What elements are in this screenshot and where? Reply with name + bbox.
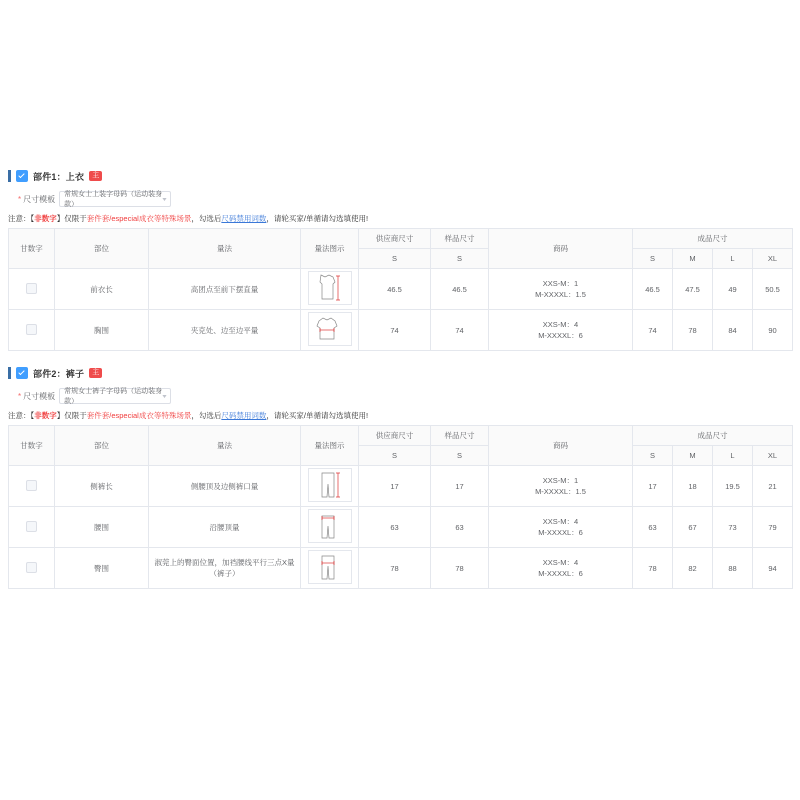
th-method: 量法	[149, 229, 301, 269]
code-line-1: XXS-M：4	[542, 320, 579, 329]
row-checkbox-cell[interactable]	[9, 269, 55, 310]
row-checkbox-cell[interactable]	[9, 310, 55, 351]
code-line-2: M-XXXXL：6	[538, 331, 583, 340]
cell-size-s[interactable]: 74	[633, 310, 673, 351]
section-title: 部件2：裤子	[33, 368, 85, 379]
code-line-2: M-XXXXL：6	[538, 528, 583, 537]
section-checkbox[interactable]	[16, 170, 28, 182]
th-sample-size: 样品尺寸	[431, 229, 489, 249]
row-checkbox[interactable]	[26, 480, 37, 491]
table-header-row	[9, 426, 793, 446]
code-line-1: XXS-M：1	[542, 476, 579, 485]
cell-supplier-size: 74	[359, 310, 431, 351]
cell-size-xl[interactable]: 21	[753, 466, 793, 507]
template-label: * 尺寸模板	[18, 391, 56, 401]
cell-code	[489, 466, 633, 507]
code-line-2: M-XXXXL：6	[538, 569, 583, 578]
notice-link[interactable]: 尺码禁用词数	[221, 214, 267, 223]
size-table-top	[8, 228, 793, 351]
size-template-select[interactable]	[59, 388, 171, 404]
th-supplier-sub: S	[359, 446, 431, 466]
status-badge: 主	[89, 368, 102, 378]
row-checkbox[interactable]	[26, 521, 37, 532]
notice-mid-2: ，勾选后	[191, 411, 222, 420]
cell-size-s[interactable]: 17	[633, 466, 673, 507]
notice-prefix: 注意：【	[8, 214, 35, 223]
section-title: 部件1：上衣	[33, 171, 85, 182]
cell-supplier-size: 78	[359, 548, 431, 589]
code-line-2: M-XXXXL：1.5	[535, 487, 586, 496]
code-line-1: XXS-M：4	[542, 517, 579, 526]
th-size-xl: XL	[753, 249, 793, 269]
cell-code	[489, 310, 633, 351]
cell-supplier-size: 63	[359, 507, 431, 548]
chest-width-icon	[308, 312, 352, 346]
section-header	[8, 168, 792, 184]
section-header	[8, 365, 792, 381]
code-line-1: XXS-M：1	[542, 279, 579, 288]
cell-size-l[interactable]: 49	[713, 269, 753, 310]
notice-mid-1: 】仅限于	[56, 214, 87, 223]
status-badge: 主	[89, 171, 102, 181]
hip-icon	[308, 550, 352, 584]
template-label-text: 尺寸模板	[23, 194, 56, 204]
cell-size-m[interactable]: 78	[673, 310, 713, 351]
cell-method-image	[301, 310, 359, 351]
notice-red-1: 非数字	[34, 411, 57, 420]
row-checkbox-cell[interactable]	[9, 466, 55, 507]
cell-part: 腰围	[55, 507, 149, 548]
th-seq: 甘数字	[9, 229, 55, 269]
cell-code	[489, 507, 633, 548]
cell-size-m[interactable]: 67	[673, 507, 713, 548]
template-label: * 尺寸模板	[18, 194, 56, 204]
section-garment-top	[8, 168, 792, 351]
th-finished-size: 成品尺寸	[633, 229, 793, 249]
cell-size-l[interactable]: 88	[713, 548, 753, 589]
cell-method: 高团点至前下摆直量	[149, 269, 301, 310]
th-size-l: L	[713, 249, 753, 269]
cell-size-s[interactable]: 63	[633, 507, 673, 548]
table-row	[9, 269, 793, 310]
th-code: 商码	[489, 229, 633, 269]
cell-method: 沿腰顶量	[149, 507, 301, 548]
chevron-down-icon: ▾	[162, 393, 167, 400]
code-line-2: M-XXXXL：1.5	[535, 290, 586, 299]
side-length-icon	[308, 468, 352, 502]
cell-size-xl[interactable]: 50.5	[753, 269, 793, 310]
size-table-pants	[8, 425, 793, 589]
row-checkbox-cell[interactable]	[9, 507, 55, 548]
cell-size-m[interactable]: 47.5	[673, 269, 713, 310]
notice-text	[8, 410, 792, 421]
size-template-value: 常规女士裤子字母码（运动装身款）	[64, 388, 163, 405]
cell-supplier-size: 17	[359, 466, 431, 507]
th-method-image: 量法图示	[301, 229, 359, 269]
section-garment-pants	[8, 365, 792, 589]
template-row	[18, 190, 792, 208]
cell-size-xl[interactable]: 90	[753, 310, 793, 351]
template-row	[18, 387, 792, 405]
template-label-text: 尺寸模板	[23, 391, 56, 401]
th-method: 量法	[149, 426, 301, 466]
waist-icon	[308, 509, 352, 543]
cell-sample-size: 78	[431, 548, 489, 589]
table-row	[9, 310, 793, 351]
cell-size-s[interactable]: 46.5	[633, 269, 673, 310]
cell-method-image	[301, 548, 359, 589]
cell-part: 胸围	[55, 310, 149, 351]
notice-red-1: 非数字	[34, 214, 57, 223]
cell-part: 侧裤长	[55, 466, 149, 507]
th-finished-size: 成品尺寸	[633, 426, 793, 446]
code-line-1: XXS-M：4	[542, 558, 579, 567]
size-template-select[interactable]	[59, 191, 171, 207]
notice-tail: ，请轮买家/单循请勾选填使用!	[266, 411, 369, 420]
th-sample-size: 样品尺寸	[431, 426, 489, 446]
th-method-image: 量法图示	[301, 426, 359, 466]
table-row	[9, 548, 793, 589]
cell-size-xl[interactable]: 94	[753, 548, 793, 589]
notice-text	[8, 213, 792, 224]
size-spec-content	[8, 168, 792, 589]
section-accent-bar	[8, 170, 11, 182]
row-checkbox[interactable]	[26, 324, 37, 335]
chevron-down-icon: ▾	[162, 196, 167, 203]
cell-method: 侧腰顶及边侧裤口量	[149, 466, 301, 507]
cell-method: 淑莞上的臀面位置，加裆腰线平行三点X量（裤子）	[149, 548, 301, 589]
cell-method-image	[301, 269, 359, 310]
th-supplier-sub: S	[359, 249, 431, 269]
th-seq: 甘数字	[9, 426, 55, 466]
cell-size-m[interactable]: 82	[673, 548, 713, 589]
cell-code	[489, 269, 633, 310]
notice-red-2: 套件套/especial成衣等特殊场景	[86, 214, 192, 223]
th-size-m: M	[673, 249, 713, 269]
cell-size-l[interactable]: 19.5	[713, 466, 753, 507]
cell-size-l[interactable]: 84	[713, 310, 753, 351]
th-size-l: L	[713, 446, 753, 466]
table-row	[9, 507, 793, 548]
th-supplier-size: 供应商尺寸	[359, 229, 431, 249]
th-part: 部位	[55, 229, 149, 269]
cell-size-m[interactable]: 18	[673, 466, 713, 507]
th-sample-sub: S	[431, 446, 489, 466]
cell-part: 前衣长	[55, 269, 149, 310]
notice-red-2: 套件套/especial成衣等特殊场景	[86, 411, 192, 420]
row-checkbox-cell[interactable]	[9, 548, 55, 589]
notice-tail: ，请轮买家/单循请勾选填使用!	[266, 214, 369, 223]
th-code: 商码	[489, 426, 633, 466]
notice-link[interactable]: 尺码禁用词数	[221, 411, 267, 420]
section-accent-bar	[8, 367, 11, 379]
th-size-m: M	[673, 446, 713, 466]
notice-mid-1: 】仅限于	[56, 411, 87, 420]
cell-method-image	[301, 466, 359, 507]
cell-sample-size: 17	[431, 466, 489, 507]
row-checkbox[interactable]	[26, 283, 37, 294]
table-row	[9, 466, 793, 507]
th-size-s: S	[633, 249, 673, 269]
row-checkbox[interactable]	[26, 562, 37, 573]
cell-method: 夹克处、边至边平量	[149, 310, 301, 351]
th-size-xl: XL	[753, 446, 793, 466]
th-supplier-size: 供应商尺寸	[359, 426, 431, 446]
cell-sample-size: 63	[431, 507, 489, 548]
th-part: 部位	[55, 426, 149, 466]
garment-length-icon	[308, 271, 352, 305]
cell-size-s[interactable]: 78	[633, 548, 673, 589]
notice-mid-2: ，勾选后	[191, 214, 222, 223]
cell-size-xl[interactable]: 79	[753, 507, 793, 548]
cell-supplier-size: 46.5	[359, 269, 431, 310]
cell-sample-size: 74	[431, 310, 489, 351]
size-template-value: 常规女士上装字母码（运动装身款）	[64, 191, 163, 208]
cell-sample-size: 46.5	[431, 269, 489, 310]
cell-code	[489, 548, 633, 589]
cell-part: 臀围	[55, 548, 149, 589]
cell-method-image	[301, 507, 359, 548]
notice-prefix: 注意：【	[8, 411, 35, 420]
cell-size-l[interactable]: 73	[713, 507, 753, 548]
th-sample-sub: S	[431, 249, 489, 269]
section-checkbox[interactable]	[16, 367, 28, 379]
th-size-s: S	[633, 446, 673, 466]
table-header-row	[9, 229, 793, 249]
